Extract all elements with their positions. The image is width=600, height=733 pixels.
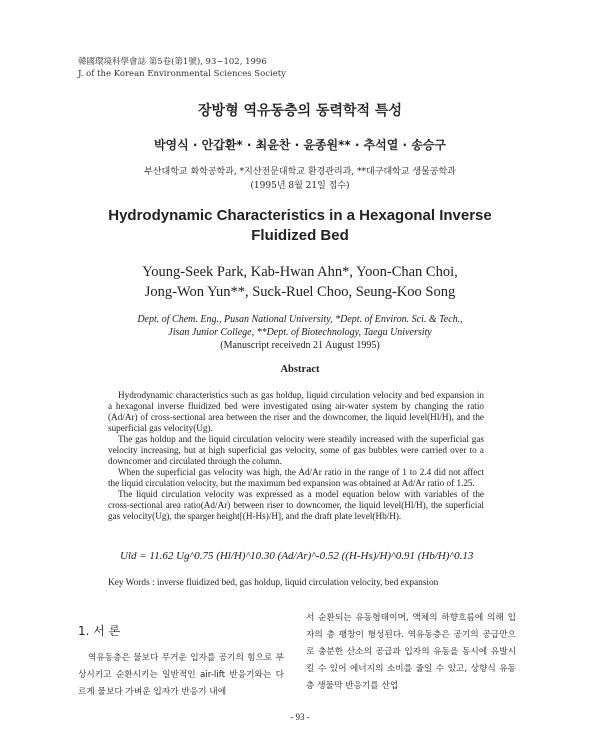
journal-header [78,56,286,80]
english-affil-line1: Dept. of Chem. Eng., Pusan National University, *Dept. of Environ. Sci. & Tech., [137,314,463,325]
manuscript-received: (Manuscript receivedn 21 August 1995) [220,340,380,351]
page-number: - 93 - [290,712,310,722]
english-title [0,206,600,246]
body-column-left [78,650,284,701]
korean-authors: 박영식 · 안갑환* · 최윤찬 · 윤종원** · 추석열 · 송승구 [153,138,447,152]
key-words: Key Words : inverse fluidized bed, gas holdup, liquid circulation velocity, bed expansion [108,578,439,588]
journal-name-english: J. of the Korean Environmental Sciences Society [78,69,286,79]
intro-paragraph-right: 서 순환되는 유동형태이며, 액체의 하향흐름에 의해 입자의 층 팽창이 형성된다. 역유동층은 공기의 공급만으로 충분한 산소의 공급과 입자의 유동을 동시에 유발시킬 수 있어 에너지의 소비를 줄일 수 있고, 상향식 유동층 생물막 반응기를 산업 [306,613,516,691]
abstract-paragraph-3: When the superficial gas velocity was high, the Ad/Ar ratio in the range of 1 to 2.4 did not affect the liquid circulation velocity, but the maximum bed expansion was obtained at Ad/Ar ratio of 1.25. [108,467,484,488]
english-affiliation [0,313,600,352]
model-equation: Uld = 11.62 Ug^0.75 (Hl/H)^10.30 (Ad/Ar)^-0.52 ((H-Hs)/H)^0.91 (Hb/H)^0.13 [120,550,474,562]
abstract-paragraph-4: The liquid circulation velocity was expressed as a model equation below with variables of the cross-sectional area ratio(Ad/Ar) between riser to downcomer, the liquid level(Hl/H), the superficial gas velocity(Ug), the sparger height[(H-Hs)/H], and the draft plate level(Hb/H). [108,489,484,521]
abstract-heading: Abstract [280,364,320,375]
english-title-line1: Hydrodynamic Characteristics in a Hexagonal Inverse [108,207,492,224]
section-heading-introduction: 1. 서 론 [78,624,121,638]
abstract-paragraph-2: The gas holdup and the liquid circulation velocity were steadily increased with the superficial gas velocity increasing, but at high superficial gas velocity, some of gas bubbles were carried over to a downcomer and circulated through the column. [108,434,484,466]
english-affil-line2: Jisan Junior College, **Dept. of Biotechnology, Taegu University [168,327,432,338]
korean-received-date: (1995년 8월 21일 접수) [250,181,350,191]
english-authors-line1: Young-Seek Park, Kab-Hwan Ahn*, Yoon-Chan Choi, [142,264,458,280]
english-title-line2: Fluidized Bed [251,227,349,244]
korean-title: 장방형 역유동층의 동력학적 특성 [198,103,402,119]
english-authors-line2: Jong-Won Yun**, Suck-Ruel Choo, Seung-Koo Song [144,284,456,300]
english-authors [0,262,600,302]
body-column-right [306,610,516,695]
korean-affiliation: 부산대학교 화학공학과, *지산전문대학교 환경관리과, **대구대학교 생물공학과 [144,167,456,177]
journal-citation-korean: 韓國環境科學會誌 第5卷(第1號), 93~102, 1996 [78,57,267,67]
abstract-body [108,390,484,522]
abstract-paragraph-1: Hydrodynamic characteristics such as gas holdup, liquid circulation velocity and bed expansion in a hexagonal inverse fluidized bed were investigated using air-water system by changing the ratio (Ad/Ar) of cross-sectional area between the riser and the downcomer, the liquid level(Hl/H), and the superficial gas velocity(Ug). [108,390,484,433]
korean-affiliation-block [0,165,600,193]
intro-paragraph-left: 역유동층은 물보다 무거운 입자를 공기의 힘으로 부상시키고 순환시키는 일반적인 air-lift 반응기와는 다르게 물보다 가벼운 입자가 반응기 내에 [78,653,284,697]
